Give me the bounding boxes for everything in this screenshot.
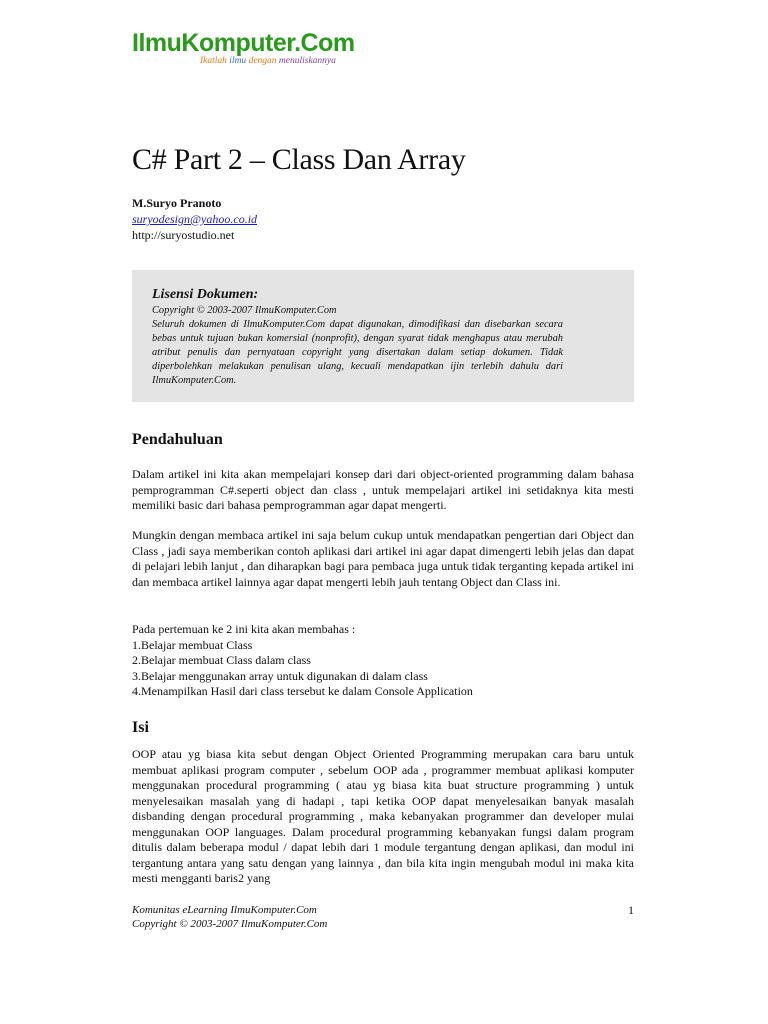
topic-list-intro: Pada pertemuan ke 2 ini kita akan membahas : <box>132 622 356 636</box>
license-text: Seluruh dokumen di IlmuKomputer.Com dapat digunakan, dimodifikasi dan disebarkan secara bebas untuk tujuan bukan komersial (nonprofit), dengan syarat tidak menghapus atau merubah atribut penulis dan pernyataan copyright yang disertakan dalam setiap dokumen. Tidak diperbolehkan melakukan penulisan ulang, kecuali mendapatkan ijin terlebih dahulu dari IlmuKomputer.Com. <box>152 319 563 386</box>
author-website[interactable]: http://suryostudio.net <box>132 228 235 242</box>
license-copyright: Copyright © 2003-2007 IlmuKomputer.Com <box>152 305 337 316</box>
page-footer <box>132 903 634 931</box>
topic-list <box>132 622 634 700</box>
logo-tagline-word: Ikatlah <box>200 56 227 66</box>
section-heading-isi: Isi <box>132 719 149 736</box>
author-email-link[interactable]: suryodesign@yahoo.co.id <box>132 212 258 226</box>
section-heading-pendahuluan: Pendahuluan <box>132 431 223 448</box>
document-title: C# Part 2 – Class Dan Array <box>132 143 466 176</box>
intro-paragraph-1: Dalam artikel ini kita akan mempelajari konsep dari dari object-oriented programming dalam bahasa pemprogramman C#.seperti object dan class , untuk mempelajari artikel ini setidaknya kita mesti memiliki basic dari bahasa pemprogramman agar dapat mengerti. <box>132 467 634 512</box>
author-block <box>132 195 257 243</box>
list-item: 3.Belajar menggunakan array untuk digunakan di dalam class <box>132 668 428 683</box>
logo-wordmark: IlmuKomputer.Com <box>132 29 355 57</box>
logo-tagline-word: ilmu <box>229 56 247 66</box>
license-heading: Lisensi Dokumen: <box>152 287 259 302</box>
license-box <box>132 270 634 402</box>
intro-paragraph-2: Mungkin dengan membaca artikel ini saja belum cukup untuk mendapatkan pengertian dari Object dan Class , jadi saya memberikan contoh aplikasi dari artikel ini agar dapat dimengerti lebih jelas dan dapat di pelajari lebih lanjut , dan diharapkan bagi para pembaca juga untuk tidak terganting kepada artikel ini dan membaca artikel lainnya agar dapat mengerti lebih jauh tentang Object dan Class ini. <box>132 528 634 589</box>
list-item: 1.Belajar membuat Class <box>132 637 253 652</box>
site-logo <box>132 28 355 66</box>
content-paragraph-1: OOP atau yg biasa kita sebut dengan Object Oriented Programming merupakan cara baru untuk membuat aplikasi program computer , sebelum OOP ada , programmer membuat aplikasi komputer menggunakan procedural programming ( atau yg biasa kita buat structure programming ) untuk menyelesaikan masalah yang di hadapi , tapi ketika OOP dapat menyelesaikan banyak masalah disbanding dengan procedural programming , maka kebanyakan programmer dan developer mulai menggunakan OOP languages. Dalam procedural programming kebanyakan fungsi dalam program ditulis dalam beberapa modul / dapat lebih dari 1 module tergantung dengan aplikasi, dan modul ini tergantung antara yang satu dengan yang lainnya , dan bila kita ingin mengubah modul ini maka kita mesti mengganti baris2 yang <box>132 747 634 885</box>
list-item: 4.Menampilkan Hasil dari class tersebut ke dalam Console Application <box>132 684 473 698</box>
author-name: M.Suryo Pranoto <box>132 196 222 210</box>
logo-tagline-word: menuliskannya <box>278 56 336 66</box>
logo-tagline <box>200 56 355 66</box>
footer-community: Komunitas eLearning IlmuKomputer.Com <box>132 904 317 916</box>
page-number: 1 <box>628 903 634 917</box>
footer-copyright: Copyright © 2003-2007 IlmuKomputer.Com <box>132 918 328 930</box>
list-item: 2.Belajar membuat Class dalam class <box>132 653 311 667</box>
logo-tagline-word: dengan <box>248 56 277 66</box>
